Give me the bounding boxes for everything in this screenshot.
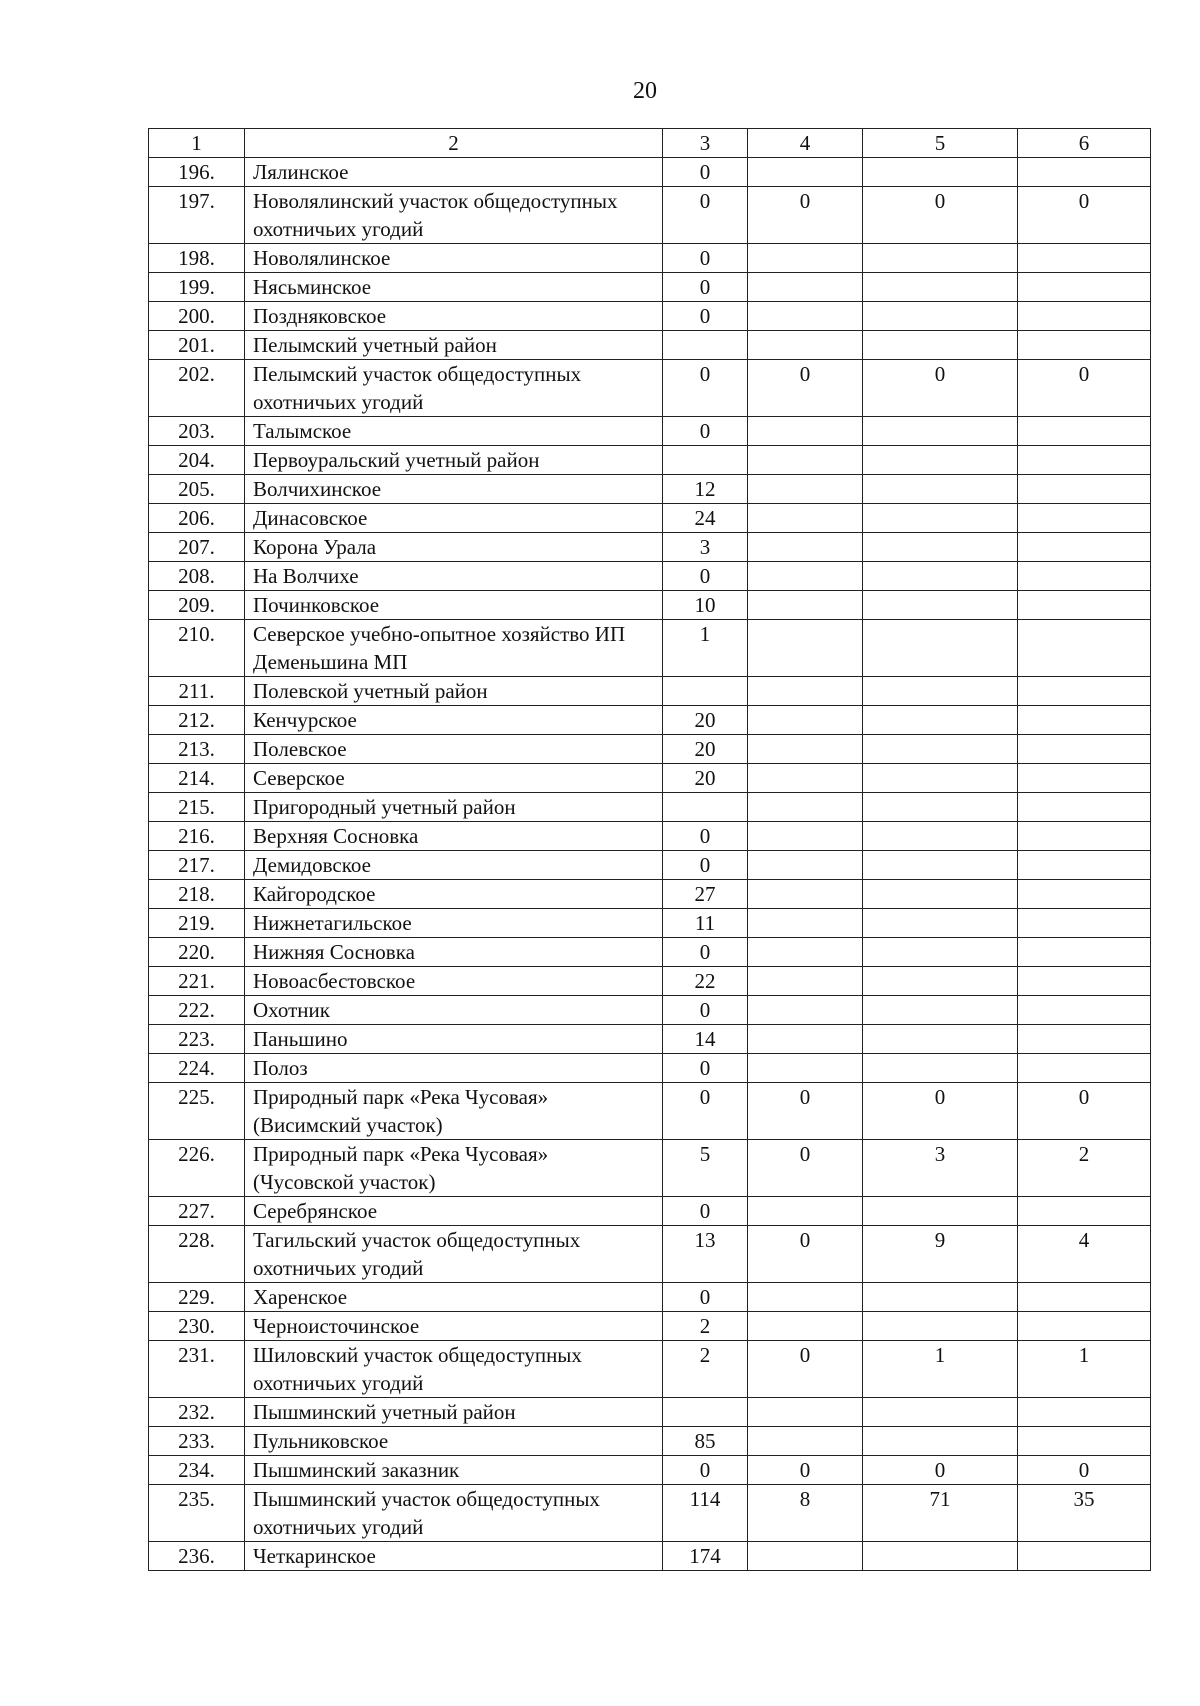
area-name: Корона Урала [245, 533, 663, 562]
value-col-4 [748, 1398, 863, 1427]
value-col-6 [1018, 1283, 1151, 1312]
table-row [149, 1083, 1151, 1140]
value-col-4 [748, 591, 863, 620]
value-col-6 [1018, 851, 1151, 880]
table-row [149, 417, 1151, 446]
table-row [149, 360, 1151, 417]
value-col-4: 0 [748, 360, 863, 417]
value-col-5 [863, 158, 1018, 187]
value-col-5 [863, 273, 1018, 302]
value-col-5 [863, 909, 1018, 938]
value-col-3: 20 [663, 706, 748, 735]
header-cell-6: 6 [1018, 129, 1151, 158]
value-col-3: 13 [663, 1226, 748, 1283]
value-col-4 [748, 938, 863, 967]
value-col-3: 0 [663, 187, 748, 244]
table-row [149, 591, 1151, 620]
value-col-4 [748, 1054, 863, 1083]
table-row [149, 909, 1151, 938]
value-col-4 [748, 677, 863, 706]
value-col-6 [1018, 302, 1151, 331]
area-name: Пригородный учетный район [245, 793, 663, 822]
area-name: Кенчурское [245, 706, 663, 735]
value-col-3: 10 [663, 591, 748, 620]
value-col-4 [748, 996, 863, 1025]
area-name: Пульниковское [245, 1427, 663, 1456]
value-col-3: 0 [663, 417, 748, 446]
value-col-3: 0 [663, 1197, 748, 1226]
row-number: 205. [149, 475, 245, 504]
value-col-5 [863, 996, 1018, 1025]
area-name: Новолялинский участок общедоступных охотничьих угодий [245, 187, 663, 244]
row-number: 212. [149, 706, 245, 735]
value-col-4 [748, 1025, 863, 1054]
row-number: 217. [149, 851, 245, 880]
value-col-4 [748, 909, 863, 938]
value-col-3: 174 [663, 1542, 748, 1571]
value-col-3: 0 [663, 1083, 748, 1140]
row-number: 228. [149, 1226, 245, 1283]
table-row [149, 533, 1151, 562]
table-row [149, 677, 1151, 706]
value-col-5 [863, 706, 1018, 735]
value-col-6 [1018, 938, 1151, 967]
value-col-6 [1018, 1312, 1151, 1341]
value-col-6 [1018, 735, 1151, 764]
table-row [149, 1542, 1151, 1571]
value-col-6: 4 [1018, 1226, 1151, 1283]
value-col-5: 3 [863, 1140, 1018, 1197]
table-row [149, 331, 1151, 360]
table-row [149, 851, 1151, 880]
header-cell-2: 2 [245, 129, 663, 158]
value-col-5 [863, 880, 1018, 909]
value-col-3: 12 [663, 475, 748, 504]
value-col-3: 5 [663, 1140, 748, 1197]
table-row [149, 1312, 1151, 1341]
value-col-3: 114 [663, 1485, 748, 1542]
table-row [149, 475, 1151, 504]
value-col-5 [863, 1054, 1018, 1083]
value-col-3: 0 [663, 1456, 748, 1485]
value-col-3: 0 [663, 822, 748, 851]
row-number: 226. [149, 1140, 245, 1197]
value-col-4: 0 [748, 1341, 863, 1398]
value-col-6 [1018, 273, 1151, 302]
area-name: Харенское [245, 1283, 663, 1312]
value-col-5 [863, 735, 1018, 764]
area-name: Серебрянское [245, 1197, 663, 1226]
value-col-3 [663, 446, 748, 475]
value-col-3: 0 [663, 158, 748, 187]
area-name: Новолялинское [245, 244, 663, 273]
table-row [149, 1398, 1151, 1427]
value-col-5 [863, 591, 1018, 620]
value-col-6 [1018, 677, 1151, 706]
value-col-3: 1 [663, 620, 748, 677]
row-number: 203. [149, 417, 245, 446]
table-header-row [149, 129, 1151, 158]
header-cell-3: 3 [663, 129, 748, 158]
area-name: Нижнетагильское [245, 909, 663, 938]
value-col-6 [1018, 1054, 1151, 1083]
value-col-4 [748, 1427, 863, 1456]
value-col-4 [748, 533, 863, 562]
value-col-3: 2 [663, 1341, 748, 1398]
row-number: 198. [149, 244, 245, 273]
value-col-3: 27 [663, 880, 748, 909]
value-col-6 [1018, 909, 1151, 938]
row-number: 207. [149, 533, 245, 562]
row-number: 227. [149, 1197, 245, 1226]
value-col-6 [1018, 967, 1151, 996]
value-col-6: 2 [1018, 1140, 1151, 1197]
row-number: 234. [149, 1456, 245, 1485]
value-col-5 [863, 938, 1018, 967]
value-col-3 [663, 1398, 748, 1427]
table-row [149, 244, 1151, 273]
value-col-3: 0 [663, 273, 748, 302]
value-col-3: 0 [663, 562, 748, 591]
area-name: Волчихинское [245, 475, 663, 504]
header-cell-1: 1 [149, 129, 245, 158]
value-col-5 [863, 562, 1018, 591]
table-row [149, 1485, 1151, 1542]
row-number: 229. [149, 1283, 245, 1312]
area-name: Четкаринское [245, 1542, 663, 1571]
table-row [149, 187, 1151, 244]
row-number: 196. [149, 158, 245, 187]
value-col-6 [1018, 1427, 1151, 1456]
value-col-3 [663, 677, 748, 706]
area-name: Северское [245, 764, 663, 793]
value-col-4: 0 [748, 1226, 863, 1283]
value-col-5 [863, 851, 1018, 880]
value-col-5 [863, 1312, 1018, 1341]
row-number: 211. [149, 677, 245, 706]
area-name: Черноисточинское [245, 1312, 663, 1341]
row-number: 197. [149, 187, 245, 244]
value-col-4: 0 [748, 1456, 863, 1485]
value-col-4 [748, 1312, 863, 1341]
table-row [149, 706, 1151, 735]
value-col-6 [1018, 996, 1151, 1025]
value-col-5 [863, 533, 1018, 562]
value-col-3: 20 [663, 764, 748, 793]
row-number: 222. [149, 996, 245, 1025]
value-col-6: 1 [1018, 1341, 1151, 1398]
area-name: Демидовское [245, 851, 663, 880]
area-name: Северское учебно-опытное хозяйство ИП Деменьшина МП [245, 620, 663, 677]
area-name: Нижняя Сосновка [245, 938, 663, 967]
row-number: 231. [149, 1341, 245, 1398]
value-col-5 [863, 677, 1018, 706]
row-number: 214. [149, 764, 245, 793]
value-col-4: 8 [748, 1485, 863, 1542]
value-col-6 [1018, 1542, 1151, 1571]
value-col-5 [863, 1283, 1018, 1312]
table-row [149, 996, 1151, 1025]
value-col-3: 0 [663, 244, 748, 273]
area-name: Пышминский заказник [245, 1456, 663, 1485]
area-name: Нясьминское [245, 273, 663, 302]
value-col-4: 0 [748, 1140, 863, 1197]
value-col-6 [1018, 620, 1151, 677]
value-col-6: 0 [1018, 1456, 1151, 1485]
value-col-3 [663, 331, 748, 360]
row-number: 209. [149, 591, 245, 620]
value-col-6 [1018, 244, 1151, 273]
value-col-5: 71 [863, 1485, 1018, 1542]
value-col-6 [1018, 533, 1151, 562]
area-name: Кайгородское [245, 880, 663, 909]
table-row [149, 1427, 1151, 1456]
value-col-5 [863, 764, 1018, 793]
row-number: 210. [149, 620, 245, 677]
value-col-4: 0 [748, 187, 863, 244]
area-name: Новоасбестовское [245, 967, 663, 996]
value-col-3: 0 [663, 938, 748, 967]
area-name: Тагильский участок общедоступных охотничьих угодий [245, 1226, 663, 1283]
table-row [149, 302, 1151, 331]
area-name: Лялинское [245, 158, 663, 187]
area-name: Поздняковское [245, 302, 663, 331]
row-number: 219. [149, 909, 245, 938]
value-col-5 [863, 1427, 1018, 1456]
table-row [149, 793, 1151, 822]
value-col-6: 0 [1018, 187, 1151, 244]
value-col-4 [748, 1197, 863, 1226]
value-col-3: 0 [663, 302, 748, 331]
row-number: 215. [149, 793, 245, 822]
value-col-5 [863, 244, 1018, 273]
value-col-6 [1018, 1025, 1151, 1054]
value-col-3: 11 [663, 909, 748, 938]
row-number: 202. [149, 360, 245, 417]
table-row [149, 158, 1151, 187]
value-col-6 [1018, 793, 1151, 822]
value-col-5 [863, 1398, 1018, 1427]
header-cell-4: 4 [748, 129, 863, 158]
value-col-6: 0 [1018, 360, 1151, 417]
row-number: 201. [149, 331, 245, 360]
row-number: 223. [149, 1025, 245, 1054]
value-col-3: 24 [663, 504, 748, 533]
area-name: Полоз [245, 1054, 663, 1083]
value-col-5 [863, 822, 1018, 851]
row-number: 218. [149, 880, 245, 909]
value-col-4 [748, 302, 863, 331]
value-col-5: 9 [863, 1226, 1018, 1283]
row-number: 206. [149, 504, 245, 533]
value-col-3: 0 [663, 1283, 748, 1312]
value-col-4 [748, 1283, 863, 1312]
value-col-6: 0 [1018, 1083, 1151, 1140]
area-name: Пышминский учетный район [245, 1398, 663, 1427]
row-number: 216. [149, 822, 245, 851]
table-row [149, 822, 1151, 851]
value-col-6 [1018, 504, 1151, 533]
table-row [149, 1341, 1151, 1398]
value-col-5 [863, 620, 1018, 677]
area-name: Природный парк «Река Чусовая» (Чусовской участок) [245, 1140, 663, 1197]
area-name: Починковское [245, 591, 663, 620]
value-col-4 [748, 331, 863, 360]
area-name: Динасовское [245, 504, 663, 533]
value-col-6 [1018, 706, 1151, 735]
value-col-4 [748, 620, 863, 677]
table-row [149, 273, 1151, 302]
value-col-6: 35 [1018, 1485, 1151, 1542]
value-col-5 [863, 302, 1018, 331]
value-col-3 [663, 793, 748, 822]
value-col-6 [1018, 822, 1151, 851]
area-name: Охотник [245, 996, 663, 1025]
value-col-4 [748, 851, 863, 880]
value-col-3: 20 [663, 735, 748, 764]
value-col-4 [748, 273, 863, 302]
row-number: 236. [149, 1542, 245, 1571]
area-name: Шиловский участок общедоступных охотничьих угодий [245, 1341, 663, 1398]
table-row [149, 504, 1151, 533]
table-row [149, 1197, 1151, 1226]
area-name: Верхняя Сосновка [245, 822, 663, 851]
value-col-4 [748, 158, 863, 187]
row-number: 208. [149, 562, 245, 591]
value-col-5 [863, 793, 1018, 822]
area-name: Пышминский участок общедоступных охотничьих угодий [245, 1485, 663, 1542]
table-row [149, 880, 1151, 909]
table-row [149, 938, 1151, 967]
value-col-4 [748, 1542, 863, 1571]
value-col-6 [1018, 880, 1151, 909]
row-number: 224. [149, 1054, 245, 1083]
header-cell-5: 5 [863, 129, 1018, 158]
table-row [149, 1226, 1151, 1283]
row-number: 220. [149, 938, 245, 967]
value-col-3: 0 [663, 360, 748, 417]
table-row [149, 1456, 1151, 1485]
row-number: 232. [149, 1398, 245, 1427]
value-col-5: 0 [863, 360, 1018, 417]
table-row [149, 735, 1151, 764]
value-col-5 [863, 475, 1018, 504]
table-row [149, 967, 1151, 996]
value-col-5: 1 [863, 1341, 1018, 1398]
value-col-4 [748, 880, 863, 909]
value-col-5 [863, 1197, 1018, 1226]
data-table [148, 128, 1151, 1571]
table-row [149, 446, 1151, 475]
area-name: Пелымский участок общедоступных охотничьих угодий [245, 360, 663, 417]
area-name: Первоуральский учетный район [245, 446, 663, 475]
value-col-5: 0 [863, 187, 1018, 244]
row-number: 199. [149, 273, 245, 302]
value-col-3: 85 [663, 1427, 748, 1456]
value-col-6 [1018, 417, 1151, 446]
value-col-4 [748, 244, 863, 273]
value-col-6 [1018, 158, 1151, 187]
value-col-6 [1018, 446, 1151, 475]
value-col-6 [1018, 764, 1151, 793]
value-col-3: 22 [663, 967, 748, 996]
value-col-3: 0 [663, 851, 748, 880]
value-col-3: 0 [663, 996, 748, 1025]
row-number: 235. [149, 1485, 245, 1542]
value-col-4 [748, 793, 863, 822]
value-col-6 [1018, 562, 1151, 591]
value-col-5 [863, 504, 1018, 533]
value-col-3: 0 [663, 1054, 748, 1083]
value-col-5 [863, 417, 1018, 446]
value-col-6 [1018, 1197, 1151, 1226]
value-col-6 [1018, 1398, 1151, 1427]
value-col-5 [863, 1542, 1018, 1571]
value-col-4 [748, 967, 863, 996]
row-number: 225. [149, 1083, 245, 1140]
value-col-4 [748, 417, 863, 446]
area-name: Природный парк «Река Чусовая» (Висимский участок) [245, 1083, 663, 1140]
value-col-4 [748, 475, 863, 504]
value-col-6 [1018, 331, 1151, 360]
row-number: 233. [149, 1427, 245, 1456]
value-col-5: 0 [863, 1083, 1018, 1140]
page-number: 20 [633, 78, 657, 104]
table-row [149, 1283, 1151, 1312]
table-row [149, 1025, 1151, 1054]
value-col-3: 2 [663, 1312, 748, 1341]
value-col-5 [863, 967, 1018, 996]
row-number: 213. [149, 735, 245, 764]
value-col-3: 3 [663, 533, 748, 562]
table-row [149, 1140, 1151, 1197]
area-name: На Волчихе [245, 562, 663, 591]
value-col-4 [748, 735, 863, 764]
row-number: 221. [149, 967, 245, 996]
value-col-6 [1018, 591, 1151, 620]
table-row [149, 620, 1151, 677]
area-name: Паньшино [245, 1025, 663, 1054]
value-col-4 [748, 446, 863, 475]
value-col-4 [748, 504, 863, 533]
area-name: Талымское [245, 417, 663, 446]
table-row [149, 764, 1151, 793]
row-number: 200. [149, 302, 245, 331]
value-col-4 [748, 706, 863, 735]
value-col-4 [748, 822, 863, 851]
value-col-5 [863, 331, 1018, 360]
area-name: Полевское [245, 735, 663, 764]
table-row [149, 562, 1151, 591]
value-col-5: 0 [863, 1456, 1018, 1485]
value-col-3: 14 [663, 1025, 748, 1054]
area-name: Полевской учетный район [245, 677, 663, 706]
table-row [149, 1054, 1151, 1083]
value-col-4 [748, 562, 863, 591]
row-number: 204. [149, 446, 245, 475]
value-col-5 [863, 446, 1018, 475]
value-col-4 [748, 764, 863, 793]
area-name: Пелымский учетный район [245, 331, 663, 360]
value-col-4: 0 [748, 1083, 863, 1140]
row-number: 230. [149, 1312, 245, 1341]
value-col-6 [1018, 475, 1151, 504]
value-col-5 [863, 1025, 1018, 1054]
